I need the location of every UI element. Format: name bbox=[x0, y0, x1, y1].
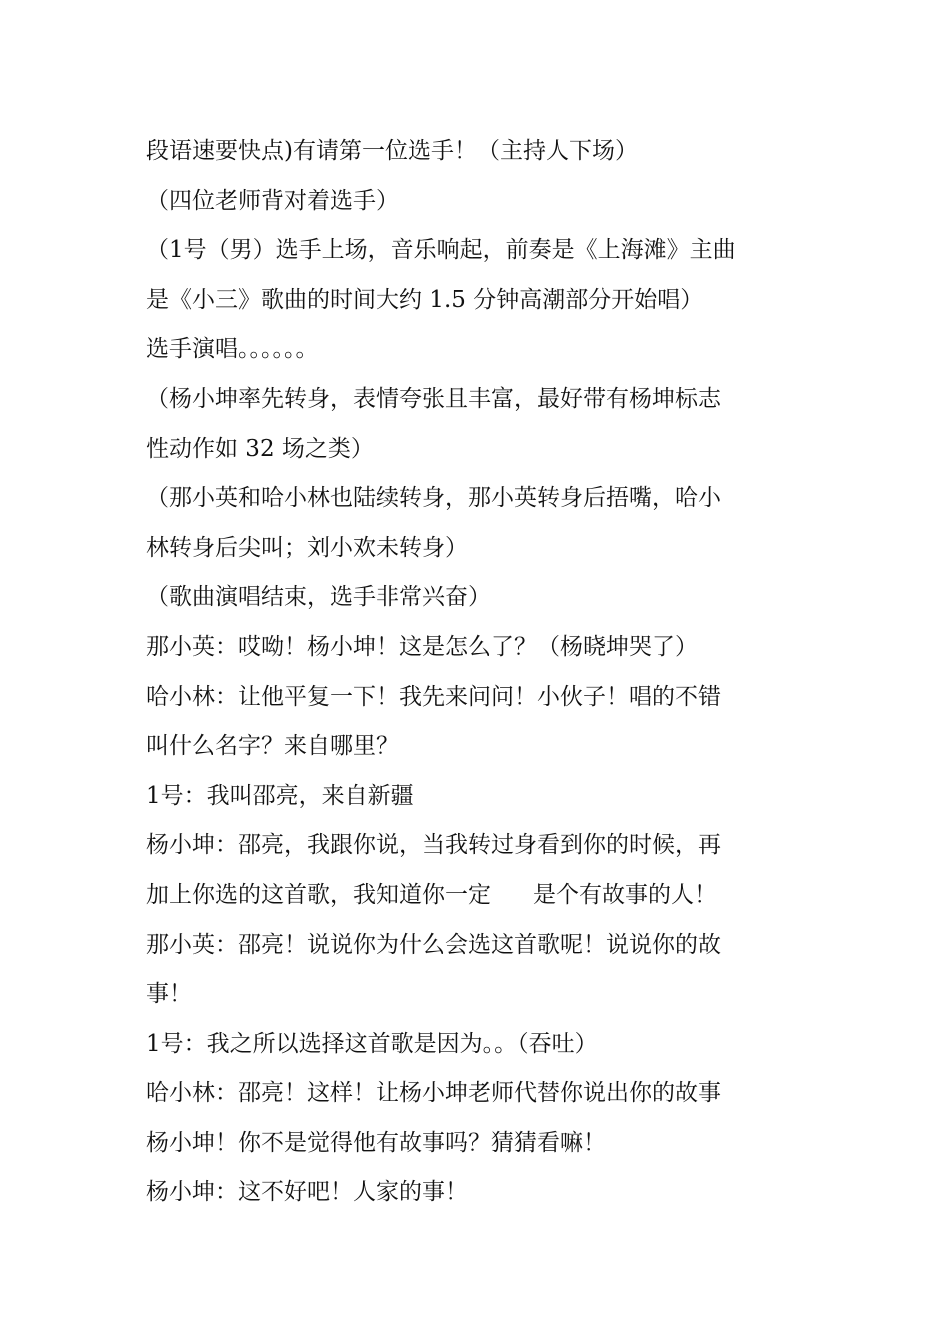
text-line: （那小英和哈小林也陆续转身，那小英转身后捂嘴，哈小 bbox=[146, 485, 721, 512]
text-line: 1号：我之所以选择这首歌是因为。。（吞吐） bbox=[146, 1030, 598, 1057]
text-line: 段语速要快点)有请第一位选手！（主持人下场） bbox=[146, 138, 638, 164]
text-line-part-after: 是个有故事的人！ bbox=[533, 881, 717, 908]
text-line: 杨小坤：这不好吧！人家的事！ bbox=[146, 1179, 468, 1206]
text-line: 1号：我叫邵亮，来自新疆 bbox=[146, 782, 414, 809]
text-line: 林转身后尖叫；刘小欢未转身） bbox=[146, 534, 468, 561]
text-line: 性动作如 32 场之类） bbox=[146, 435, 374, 462]
text-line: 杨小坤！你不是觉得他有故事吗？猜猜看嘛！ bbox=[146, 1129, 606, 1156]
text-line: 哈小林：邵亮！这样！让杨小坤老师代替你说出你的故事 bbox=[146, 1080, 721, 1107]
text-line: （1号（男）选手上场，音乐响起，前奏是《上海滩》主曲 bbox=[146, 237, 736, 264]
text-line: 叫什么名字？来自哪里？ bbox=[146, 733, 399, 760]
text-line-part-before: 加上你选的这首歌，我知道你一定 bbox=[146, 881, 491, 908]
text-line: （四位老师背对着选手） bbox=[146, 187, 399, 214]
text-line: 选手演唱。。。。。。 bbox=[146, 336, 319, 363]
script-text-body bbox=[146, 127, 826, 1218]
text-line: 那小英：邵亮！说说你为什么会选这首歌呢！说说你的故 bbox=[146, 931, 721, 958]
text-line-split bbox=[146, 871, 826, 921]
text-line: （杨小坤率先转身，表情夸张且丰富，最好带有杨坤标志 bbox=[146, 385, 721, 412]
text-line: 杨小坤：邵亮，我跟你说，当我转过身看到你的时候，再 bbox=[146, 832, 721, 859]
text-line: （歌曲演唱结束，选手非常兴奋） bbox=[146, 584, 491, 611]
text-line: 事！ bbox=[146, 981, 192, 1008]
text-line: 哈小林：让他平复一下！我先来问问！小伙子！唱的不错 bbox=[146, 683, 721, 710]
text-line: 那小英：哎呦！杨小坤！这是怎么了？（杨晓坤哭了） bbox=[146, 633, 698, 660]
text-line: 是《小三》歌曲的时间大约 1.5 分钟高潮部分开始唱） bbox=[146, 286, 704, 313]
